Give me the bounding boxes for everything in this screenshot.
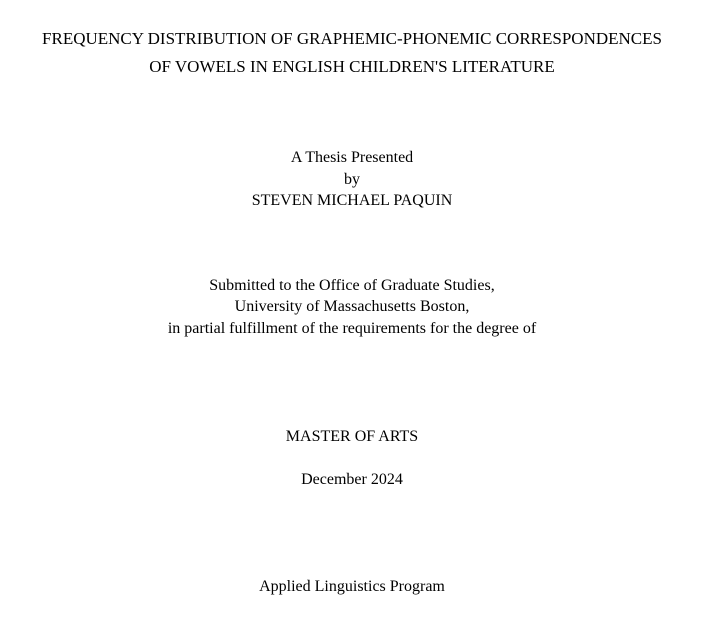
degree-name: MASTER OF ARTS: [285, 428, 419, 445]
author-name: STEVEN MICHAEL PAQUIN: [251, 192, 453, 209]
submission-line-2: University of Massachusetts Boston,: [234, 298, 470, 315]
submission-date: December 2024: [301, 471, 403, 488]
program-name: Applied Linguistics Program: [259, 578, 445, 595]
submission-line-3: in partial fulfillment of the requirements for the degree of: [167, 320, 537, 337]
by-label: by: [344, 171, 360, 188]
submission-line-1: Submitted to the Office of Graduate Studies,: [209, 277, 495, 294]
presented-label: A Thesis Presented: [290, 149, 414, 166]
thesis-title-line-2: OF VOWELS IN ENGLISH CHILDREN'S LITERATURE: [149, 57, 555, 76]
thesis-title-line-1: FREQUENCY DISTRIBUTION OF GRAPHEMIC-PHONEMIC CORRESPONDENCES: [42, 29, 662, 48]
